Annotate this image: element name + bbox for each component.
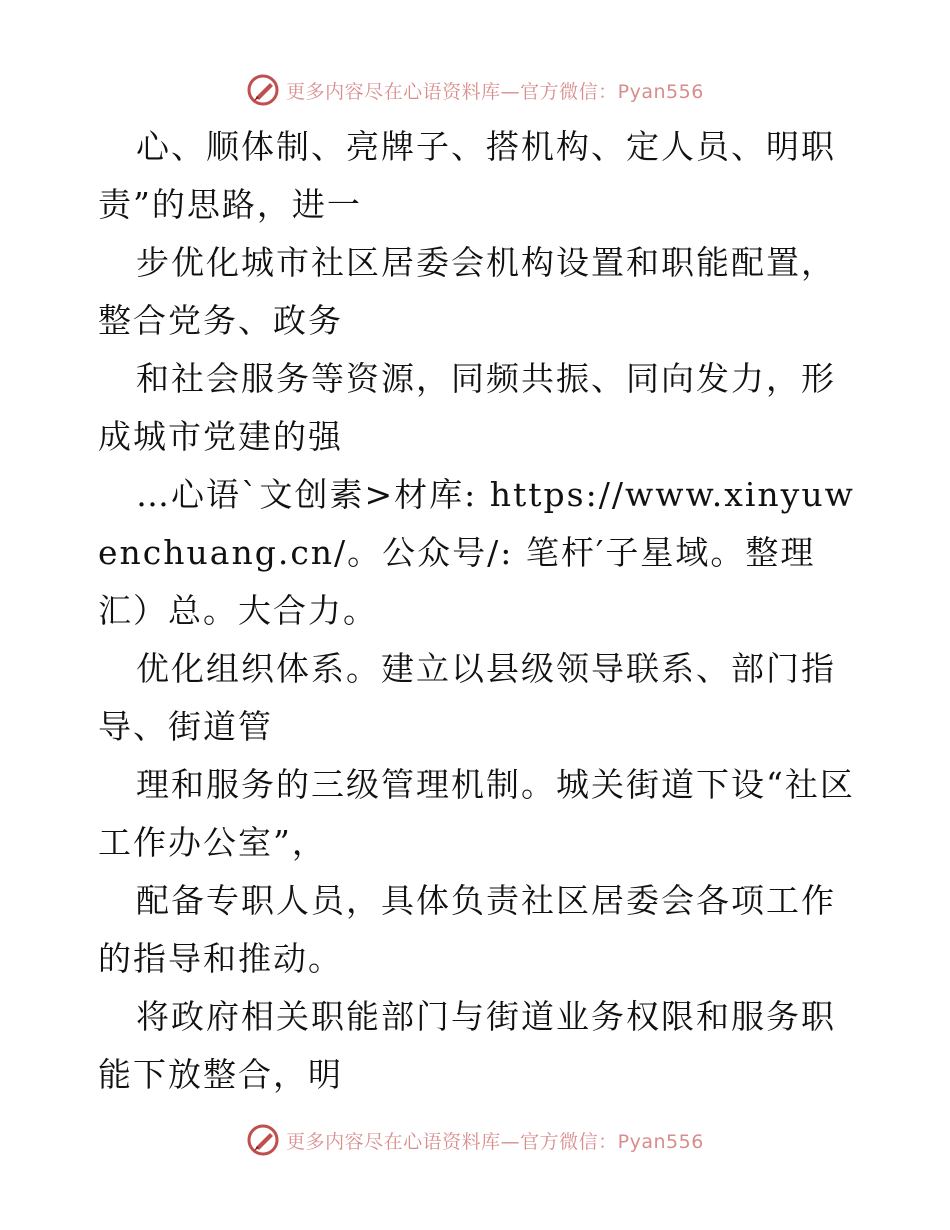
watermark-text: 更多内容尽在心语资料库—官方微信：Pyan556	[286, 80, 704, 103]
paragraph: 步优化城市社区居委会机构设置和职能配置，整合党务、政务	[98, 243, 836, 340]
paragraph: 心、顺体制、亮牌子、搭机构、定人员、明职责”的思路，进一	[98, 127, 836, 224]
paragraph: 将政府相关职能部门与街道业务权限和服务职能下放整合，明	[98, 997, 836, 1094]
quill-pen-seal-icon	[246, 1123, 280, 1157]
paragraph: 和社会服务等资源，同频共振、同向发力，形成城市党建的强	[98, 359, 836, 456]
paragraph: 配备专职人员，具体负责社区居委会各项工作的指导和推动。	[98, 881, 836, 978]
footer-watermark	[0, 1120, 950, 1160]
paragraph: 优化组织体系。建立以县级领导联系、部门指导、街道管	[98, 649, 836, 746]
quill-pen-seal-icon	[246, 73, 280, 107]
paragraph: …心语`文创素>材库: https://www.xinyuwenchuang.cn/。公众号/: 笔杆′子星域。整理汇）总。大合力。	[98, 475, 855, 630]
document-body	[98, 118, 858, 1104]
watermark-text: 更多内容尽在心语资料库—官方微信：Pyan556	[286, 1130, 704, 1153]
header-watermark	[0, 70, 950, 110]
paragraph: 理和服务的三级管理机制。城关街道下设“社区工作办公室”，	[98, 765, 855, 862]
